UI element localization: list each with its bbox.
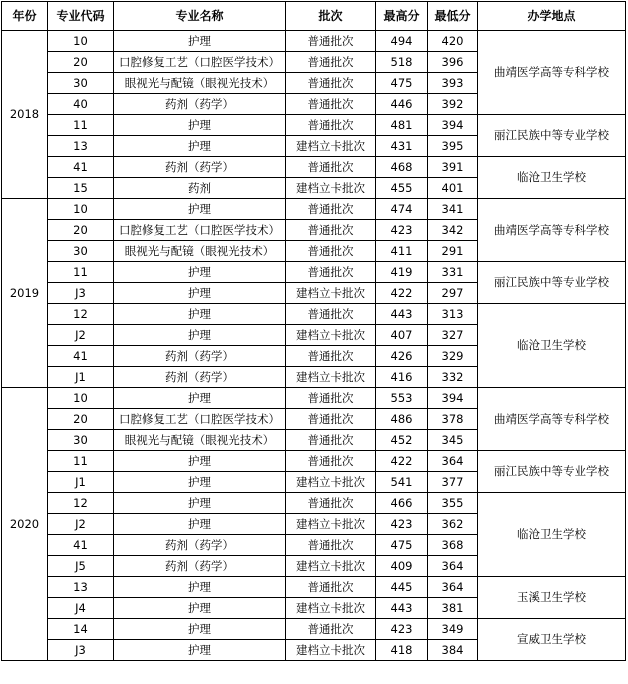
table-row xyxy=(2,157,626,178)
major-name-cell: 眼视光与配镜（眼视光技术） xyxy=(114,73,286,94)
school-cell: 临沧卫生学校 xyxy=(478,493,626,577)
max-score-cell: 553 xyxy=(376,388,428,409)
max-score-cell: 466 xyxy=(376,493,428,514)
major-code-cell: 30 xyxy=(48,73,114,94)
batch-cell: 建档立卡批次 xyxy=(286,472,376,493)
min-score-cell: 378 xyxy=(428,409,478,430)
major-code-cell: 30 xyxy=(48,241,114,262)
major-name-cell: 护理 xyxy=(114,472,286,493)
min-score-cell: 329 xyxy=(428,346,478,367)
batch-cell: 普通批次 xyxy=(286,577,376,598)
batch-cell: 建档立卡批次 xyxy=(286,367,376,388)
min-score-cell: 313 xyxy=(428,304,478,325)
min-score-cell: 368 xyxy=(428,535,478,556)
major-name-cell: 护理 xyxy=(114,598,286,619)
school-cell: 玉溪卫生学校 xyxy=(478,577,626,619)
major-name-cell: 药剂（药学） xyxy=(114,535,286,556)
major-name-cell: 护理 xyxy=(114,31,286,52)
max-score-cell: 443 xyxy=(376,304,428,325)
major-name-cell: 护理 xyxy=(114,304,286,325)
major-name-cell: 药剂（药学） xyxy=(114,94,286,115)
table-row xyxy=(2,493,626,514)
major-name-cell: 药剂（药学） xyxy=(114,556,286,577)
major-name-cell: 护理 xyxy=(114,493,286,514)
major-code-cell: J1 xyxy=(48,367,114,388)
school-cell: 曲靖医学高等专科学校 xyxy=(478,199,626,262)
major-code-cell: J2 xyxy=(48,325,114,346)
major-name-cell: 药剂（药学） xyxy=(114,157,286,178)
max-score-cell: 422 xyxy=(376,451,428,472)
batch-cell: 普通批次 xyxy=(286,52,376,73)
min-score-cell: 394 xyxy=(428,388,478,409)
min-score-cell: 341 xyxy=(428,199,478,220)
max-score-cell: 446 xyxy=(376,94,428,115)
max-score-cell: 416 xyxy=(376,367,428,388)
header-max-score: 最高分 xyxy=(376,2,428,31)
min-score-cell: 342 xyxy=(428,220,478,241)
batch-cell: 建档立卡批次 xyxy=(286,556,376,577)
batch-cell: 建档立卡批次 xyxy=(286,283,376,304)
admission-scores-table xyxy=(1,1,626,661)
max-score-cell: 486 xyxy=(376,409,428,430)
min-score-cell: 384 xyxy=(428,640,478,661)
max-score-cell: 518 xyxy=(376,52,428,73)
min-score-cell: 401 xyxy=(428,178,478,199)
major-code-cell: 12 xyxy=(48,304,114,325)
max-score-cell: 411 xyxy=(376,241,428,262)
year-cell: 2018 xyxy=(2,31,48,199)
major-code-cell: 15 xyxy=(48,178,114,199)
batch-cell: 普通批次 xyxy=(286,73,376,94)
max-score-cell: 468 xyxy=(376,157,428,178)
batch-cell: 普通批次 xyxy=(286,304,376,325)
max-score-cell: 455 xyxy=(376,178,428,199)
max-score-cell: 419 xyxy=(376,262,428,283)
table-row xyxy=(2,31,626,52)
major-name-cell: 护理 xyxy=(114,619,286,640)
batch-cell: 建档立卡批次 xyxy=(286,640,376,661)
major-name-cell: 口腔修复工艺（口腔医学技术） xyxy=(114,52,286,73)
major-code-cell: 10 xyxy=(48,388,114,409)
min-score-cell: 394 xyxy=(428,115,478,136)
header-major-name: 专业名称 xyxy=(114,2,286,31)
batch-cell: 普通批次 xyxy=(286,220,376,241)
major-code-cell: 20 xyxy=(48,52,114,73)
table-row xyxy=(2,577,626,598)
batch-cell: 普通批次 xyxy=(286,535,376,556)
major-name-cell: 口腔修复工艺（口腔医学技术） xyxy=(114,220,286,241)
major-name-cell: 护理 xyxy=(114,136,286,157)
batch-cell: 普通批次 xyxy=(286,31,376,52)
max-score-cell: 445 xyxy=(376,577,428,598)
batch-cell: 普通批次 xyxy=(286,94,376,115)
max-score-cell: 407 xyxy=(376,325,428,346)
year-cell: 2020 xyxy=(2,388,48,661)
max-score-cell: 475 xyxy=(376,535,428,556)
major-name-cell: 护理 xyxy=(114,115,286,136)
major-code-cell: 10 xyxy=(48,31,114,52)
school-cell: 曲靖医学高等专科学校 xyxy=(478,31,626,115)
major-code-cell: 10 xyxy=(48,199,114,220)
major-name-cell: 护理 xyxy=(114,451,286,472)
batch-cell: 普通批次 xyxy=(286,346,376,367)
major-name-cell: 口腔修复工艺（口腔医学技术） xyxy=(114,409,286,430)
table-row xyxy=(2,199,626,220)
major-code-cell: J3 xyxy=(48,640,114,661)
table-row xyxy=(2,304,626,325)
batch-cell: 建档立卡批次 xyxy=(286,136,376,157)
header-code: 专业代码 xyxy=(48,2,114,31)
school-cell: 宣威卫生学校 xyxy=(478,619,626,661)
min-score-cell: 391 xyxy=(428,157,478,178)
major-code-cell: J4 xyxy=(48,598,114,619)
batch-cell: 普通批次 xyxy=(286,115,376,136)
major-code-cell: 30 xyxy=(48,430,114,451)
major-code-cell: 12 xyxy=(48,493,114,514)
header-min-score: 最低分 xyxy=(428,2,478,31)
min-score-cell: 381 xyxy=(428,598,478,619)
major-name-cell: 药剂（药学） xyxy=(114,367,286,388)
major-code-cell: 14 xyxy=(48,619,114,640)
school-cell: 丽江民族中等专业学校 xyxy=(478,451,626,493)
table-body xyxy=(2,31,626,661)
major-code-cell: 40 xyxy=(48,94,114,115)
min-score-cell: 395 xyxy=(428,136,478,157)
year-cell: 2019 xyxy=(2,199,48,388)
min-score-cell: 364 xyxy=(428,556,478,577)
major-code-cell: 11 xyxy=(48,451,114,472)
major-name-cell: 护理 xyxy=(114,577,286,598)
table-row xyxy=(2,388,626,409)
school-cell: 临沧卫生学校 xyxy=(478,304,626,388)
min-score-cell: 297 xyxy=(428,283,478,304)
major-name-cell: 护理 xyxy=(114,325,286,346)
max-score-cell: 541 xyxy=(376,472,428,493)
major-code-cell: J5 xyxy=(48,556,114,577)
header-year: 年份 xyxy=(2,2,48,31)
min-score-cell: 392 xyxy=(428,94,478,115)
major-name-cell: 护理 xyxy=(114,283,286,304)
major-name-cell: 药剂 xyxy=(114,178,286,199)
batch-cell: 建档立卡批次 xyxy=(286,598,376,619)
min-score-cell: 327 xyxy=(428,325,478,346)
max-score-cell: 452 xyxy=(376,430,428,451)
header-school: 办学地点 xyxy=(478,2,626,31)
major-code-cell: 41 xyxy=(48,346,114,367)
max-score-cell: 418 xyxy=(376,640,428,661)
max-score-cell: 409 xyxy=(376,556,428,577)
major-code-cell: 20 xyxy=(48,409,114,430)
batch-cell: 普通批次 xyxy=(286,262,376,283)
max-score-cell: 431 xyxy=(376,136,428,157)
min-score-cell: 291 xyxy=(428,241,478,262)
max-score-cell: 423 xyxy=(376,220,428,241)
batch-cell: 普通批次 xyxy=(286,619,376,640)
batch-cell: 普通批次 xyxy=(286,409,376,430)
major-code-cell: J2 xyxy=(48,514,114,535)
major-name-cell: 眼视光与配镜（眼视光技术） xyxy=(114,241,286,262)
major-code-cell: 20 xyxy=(48,220,114,241)
table-row xyxy=(2,451,626,472)
max-score-cell: 474 xyxy=(376,199,428,220)
major-code-cell: J1 xyxy=(48,472,114,493)
school-cell: 丽江民族中等专业学校 xyxy=(478,115,626,157)
table-row xyxy=(2,262,626,283)
batch-cell: 普通批次 xyxy=(286,430,376,451)
max-score-cell: 423 xyxy=(376,619,428,640)
table-row xyxy=(2,115,626,136)
min-score-cell: 364 xyxy=(428,451,478,472)
major-code-cell: J3 xyxy=(48,283,114,304)
school-cell: 临沧卫生学校 xyxy=(478,157,626,199)
batch-cell: 普通批次 xyxy=(286,157,376,178)
max-score-cell: 443 xyxy=(376,598,428,619)
major-name-cell: 护理 xyxy=(114,199,286,220)
major-code-cell: 41 xyxy=(48,535,114,556)
min-score-cell: 420 xyxy=(428,31,478,52)
max-score-cell: 494 xyxy=(376,31,428,52)
batch-cell: 普通批次 xyxy=(286,388,376,409)
max-score-cell: 423 xyxy=(376,514,428,535)
batch-cell: 建档立卡批次 xyxy=(286,325,376,346)
batch-cell: 普通批次 xyxy=(286,199,376,220)
batch-cell: 普通批次 xyxy=(286,451,376,472)
header-row xyxy=(2,2,626,31)
max-score-cell: 475 xyxy=(376,73,428,94)
major-code-cell: 41 xyxy=(48,157,114,178)
major-name-cell: 护理 xyxy=(114,640,286,661)
min-score-cell: 355 xyxy=(428,493,478,514)
min-score-cell: 331 xyxy=(428,262,478,283)
min-score-cell: 396 xyxy=(428,52,478,73)
min-score-cell: 349 xyxy=(428,619,478,640)
min-score-cell: 377 xyxy=(428,472,478,493)
min-score-cell: 345 xyxy=(428,430,478,451)
min-score-cell: 362 xyxy=(428,514,478,535)
min-score-cell: 364 xyxy=(428,577,478,598)
batch-cell: 普通批次 xyxy=(286,241,376,262)
major-name-cell: 眼视光与配镜（眼视光技术） xyxy=(114,430,286,451)
batch-cell: 建档立卡批次 xyxy=(286,514,376,535)
batch-cell: 普通批次 xyxy=(286,493,376,514)
major-name-cell: 护理 xyxy=(114,514,286,535)
max-score-cell: 481 xyxy=(376,115,428,136)
min-score-cell: 332 xyxy=(428,367,478,388)
table-row xyxy=(2,619,626,640)
school-cell: 丽江民族中等专业学校 xyxy=(478,262,626,304)
major-name-cell: 药剂（药学） xyxy=(114,346,286,367)
major-name-cell: 护理 xyxy=(114,262,286,283)
max-score-cell: 426 xyxy=(376,346,428,367)
major-code-cell: 11 xyxy=(48,262,114,283)
major-code-cell: 13 xyxy=(48,136,114,157)
major-code-cell: 13 xyxy=(48,577,114,598)
major-name-cell: 护理 xyxy=(114,388,286,409)
min-score-cell: 393 xyxy=(428,73,478,94)
batch-cell: 建档立卡批次 xyxy=(286,178,376,199)
max-score-cell: 422 xyxy=(376,283,428,304)
header-batch: 批次 xyxy=(286,2,376,31)
school-cell: 曲靖医学高等专科学校 xyxy=(478,388,626,451)
major-code-cell: 11 xyxy=(48,115,114,136)
